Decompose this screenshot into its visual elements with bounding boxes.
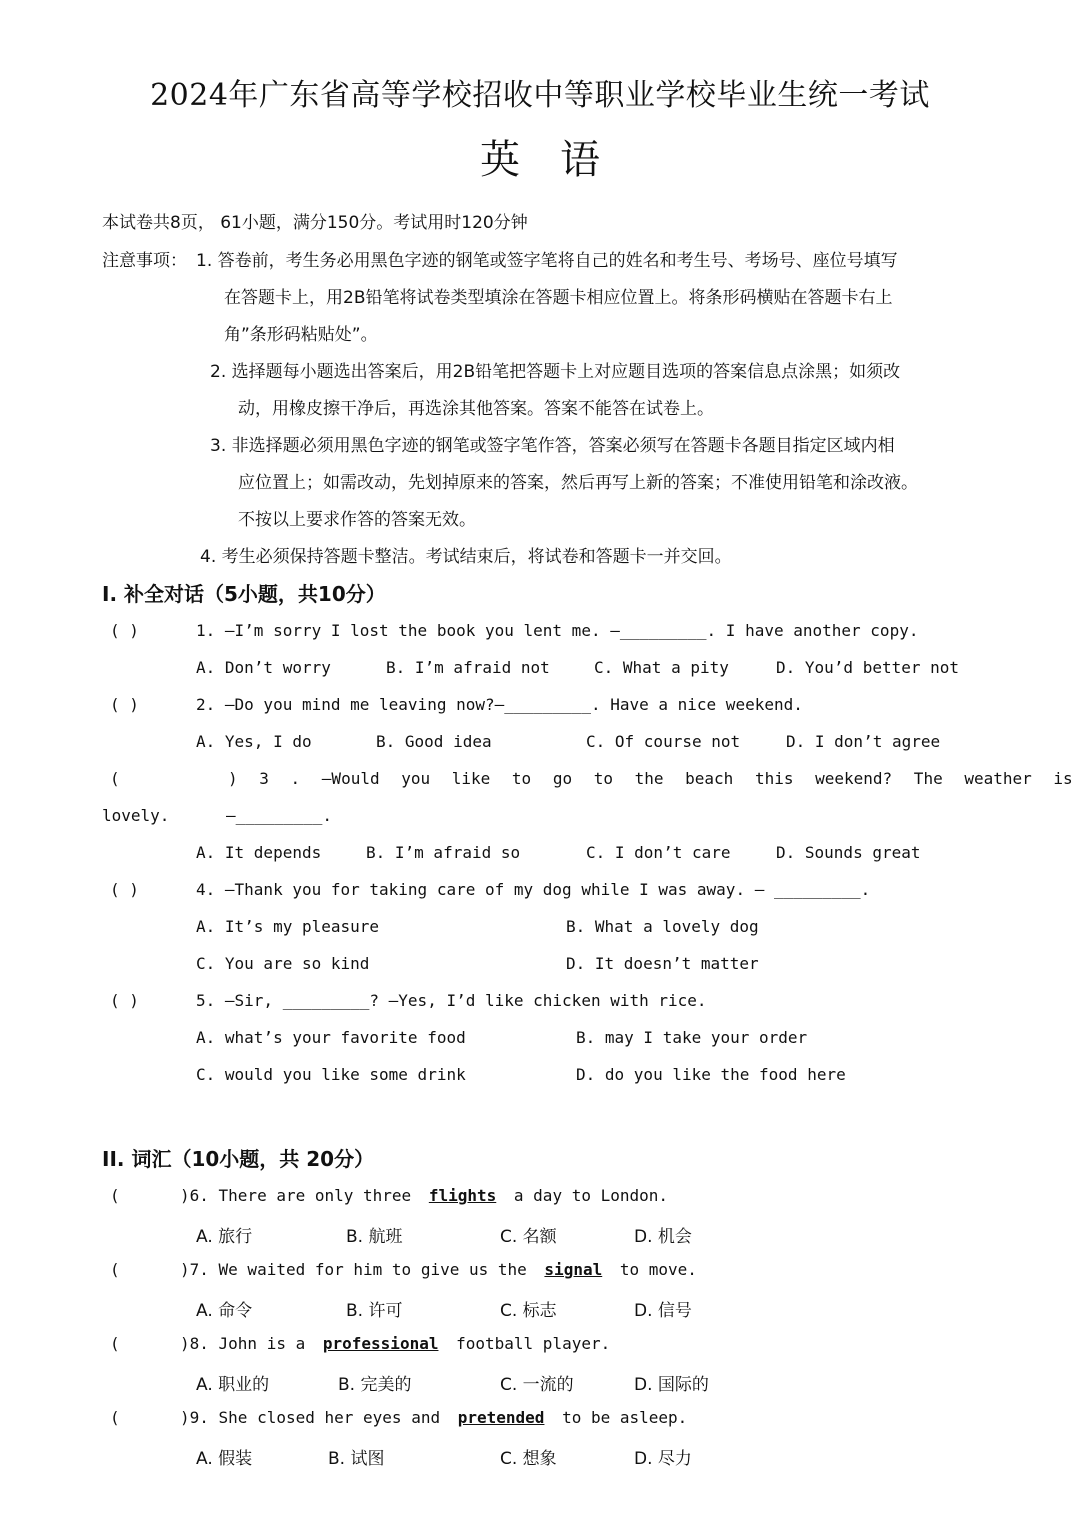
- q7-option-d: D. 信号: [634, 1301, 692, 1321]
- answer-paren-open: (: [110, 769, 120, 788]
- q9-keyword: pretended: [457, 1408, 545, 1427]
- q1-stem: 1. —I’m sorry I lost the book you lent me. —_________. I have another copy.: [196, 621, 919, 640]
- q9-option-c: C. 想象: [500, 1449, 557, 1469]
- answer-paren: ( ): [110, 880, 139, 899]
- q3-blank: —_________.: [226, 806, 332, 825]
- q5-option-a: A. what’s your favorite food: [196, 1028, 466, 1047]
- q3-option-d: D. Sounds great: [776, 843, 921, 862]
- q2-stem: 2. —Do you mind me leaving now?—_________. Have a nice weekend.: [196, 695, 803, 714]
- q6-option-c: C. 名额: [500, 1227, 557, 1247]
- q1-option-c: C. What a pity: [594, 658, 729, 677]
- q4-option-b: B. What a lovely dog: [566, 917, 759, 936]
- q6-stem-post: a day to London.: [513, 1186, 669, 1205]
- answer-paren-open: (: [110, 1408, 120, 1427]
- section-2-heading: II. 词汇（10小题，共 20分）: [102, 1147, 375, 1171]
- q5-option-d: D. do you like the food here: [576, 1065, 846, 1084]
- q4-option-d: D. It doesn’t matter: [566, 954, 759, 973]
- q2-option-b: B. Good idea: [376, 732, 492, 751]
- q7-keyword: signal: [544, 1260, 603, 1279]
- q2-option-c: C. Of course not: [586, 732, 741, 751]
- q7-option-a: A. 命令: [196, 1301, 253, 1321]
- q9-option-b: B. 试图: [328, 1449, 385, 1469]
- answer-paren: ( ): [110, 695, 139, 714]
- q4-option-a: A. It’s my pleasure: [196, 917, 380, 936]
- q8-stem: [180, 1334, 610, 1353]
- exam-title: 2024年广东省高等学校招收中等职业学校毕业生统一考试: [150, 78, 930, 113]
- note-2-line-2: 动，用橡皮擦干净后，再选涂其他答案。答案不能答在试卷上。: [238, 399, 714, 419]
- note-4: 4. 考生必须保持答题卡整洁。考试结束后，将试卷和答题卡一并交回。: [200, 547, 732, 567]
- answer-paren-open: (: [110, 1334, 120, 1353]
- q2-option-d: D. I don’t agree: [786, 732, 941, 751]
- q3-stem-cont: lovely.: [102, 806, 170, 825]
- answer-paren: ( ): [110, 991, 139, 1010]
- q9-option-a: A. 假装: [196, 1449, 253, 1469]
- q8-option-b: B. 完美的: [338, 1375, 412, 1395]
- q9-stem-pre: )9. She closed her eyes and: [180, 1408, 441, 1427]
- note-1-line-3: 角”条形码粘贴处”。: [224, 325, 378, 345]
- q7-stem-post: to move.: [619, 1260, 697, 1279]
- q7-stem-pre: )7. We waited for him to give us the: [180, 1260, 527, 1279]
- q8-keyword: professional: [322, 1334, 439, 1353]
- q6-option-d: D. 机会: [634, 1227, 692, 1247]
- q8-stem-post: football player.: [456, 1334, 611, 1353]
- note-1-line-2: 在答题卡上，用2B铅笔将试卷类型填涂在答题卡相应位置上。将条形码横贴在答题卡右上: [224, 288, 893, 308]
- note-3-line-1: 3. 非选择题必须用黑色字迹的钢笔或签字笔作答，答案必须写在答题卡各题目指定区域内相: [210, 436, 895, 456]
- q3-option-c: C. I don’t care: [586, 843, 731, 862]
- q7-option-b: B. 许可: [346, 1301, 403, 1321]
- q7-stem: [180, 1260, 697, 1279]
- answer-paren-open: (: [110, 1186, 120, 1205]
- note-3-line-2: 应位置上；如需改动，先划掉原来的答案，然后再写上新的答案；不准使用铅笔和涂改液。: [238, 473, 918, 493]
- q1-option-a: A. Don’t worry: [196, 658, 331, 677]
- q8-option-c: C. 一流的: [500, 1375, 574, 1395]
- q8-option-d: D. 国际的: [634, 1375, 709, 1395]
- q8-option-a: A. 职业的: [196, 1375, 270, 1395]
- note-3-line-3: 不按以上要求作答的答案无效。: [238, 510, 476, 530]
- q7-option-c: C. 标志: [500, 1301, 557, 1321]
- q3-option-a: A. It depends: [196, 843, 322, 862]
- q2-option-a: A. Yes, I do: [196, 732, 312, 751]
- q8-stem-pre: )8. John is a: [180, 1334, 306, 1353]
- q9-stem-post: to be asleep.: [562, 1408, 688, 1427]
- answer-paren-open: (: [110, 1260, 120, 1279]
- note-1-line-1: 1. 答卷前，考生务必用黑色字迹的钢笔或签字笔将自己的姓名和考生号、考场号、座位号填写: [196, 251, 898, 271]
- section-1-heading: I. 补全对话（5小题，共10分）: [102, 582, 386, 606]
- subject-title: 英语: [480, 137, 640, 183]
- q6-keyword: flights: [428, 1186, 497, 1205]
- q5-option-b: B. may I take your order: [576, 1028, 808, 1047]
- q5-option-c: C. would you like some drink: [196, 1065, 466, 1084]
- q4-stem: 4. —Thank you for taking care of my dog while I was away. — _________.: [196, 880, 871, 899]
- q4-option-c: C. You are so kind: [196, 954, 370, 973]
- notes-label: 注意事项：: [102, 251, 187, 271]
- q3-stem: ) 3 . —Would you like to go to the beach this weekend? The weather is: [228, 769, 1073, 788]
- q1-option-d: D. You’d better not: [776, 658, 960, 677]
- q9-stem: [180, 1408, 687, 1427]
- answer-paren: ( ): [110, 621, 139, 640]
- q6-stem-pre: )6. There are only three: [180, 1186, 412, 1205]
- q6-stem: [180, 1186, 668, 1205]
- q3-option-b: B. I’m afraid so: [366, 843, 521, 862]
- q1-option-b: B. I’m afraid not: [386, 658, 550, 677]
- q5-stem: 5. —Sir, _________? —Yes, I’d like chicken with rice.: [196, 991, 707, 1010]
- note-2-line-1: 2. 选择题每小题选出答案后，用2B铅笔把答题卡上对应题目选项的答案信息点涂黑；如须改: [210, 362, 901, 382]
- q9-option-d: D. 尽力: [634, 1449, 692, 1469]
- exam-info: 本试卷共8页， 61小题，满分150分。考试用时120分钟: [102, 213, 528, 233]
- q6-option-b: B. 航班: [346, 1227, 403, 1247]
- q6-option-a: A. 旅行: [196, 1227, 253, 1247]
